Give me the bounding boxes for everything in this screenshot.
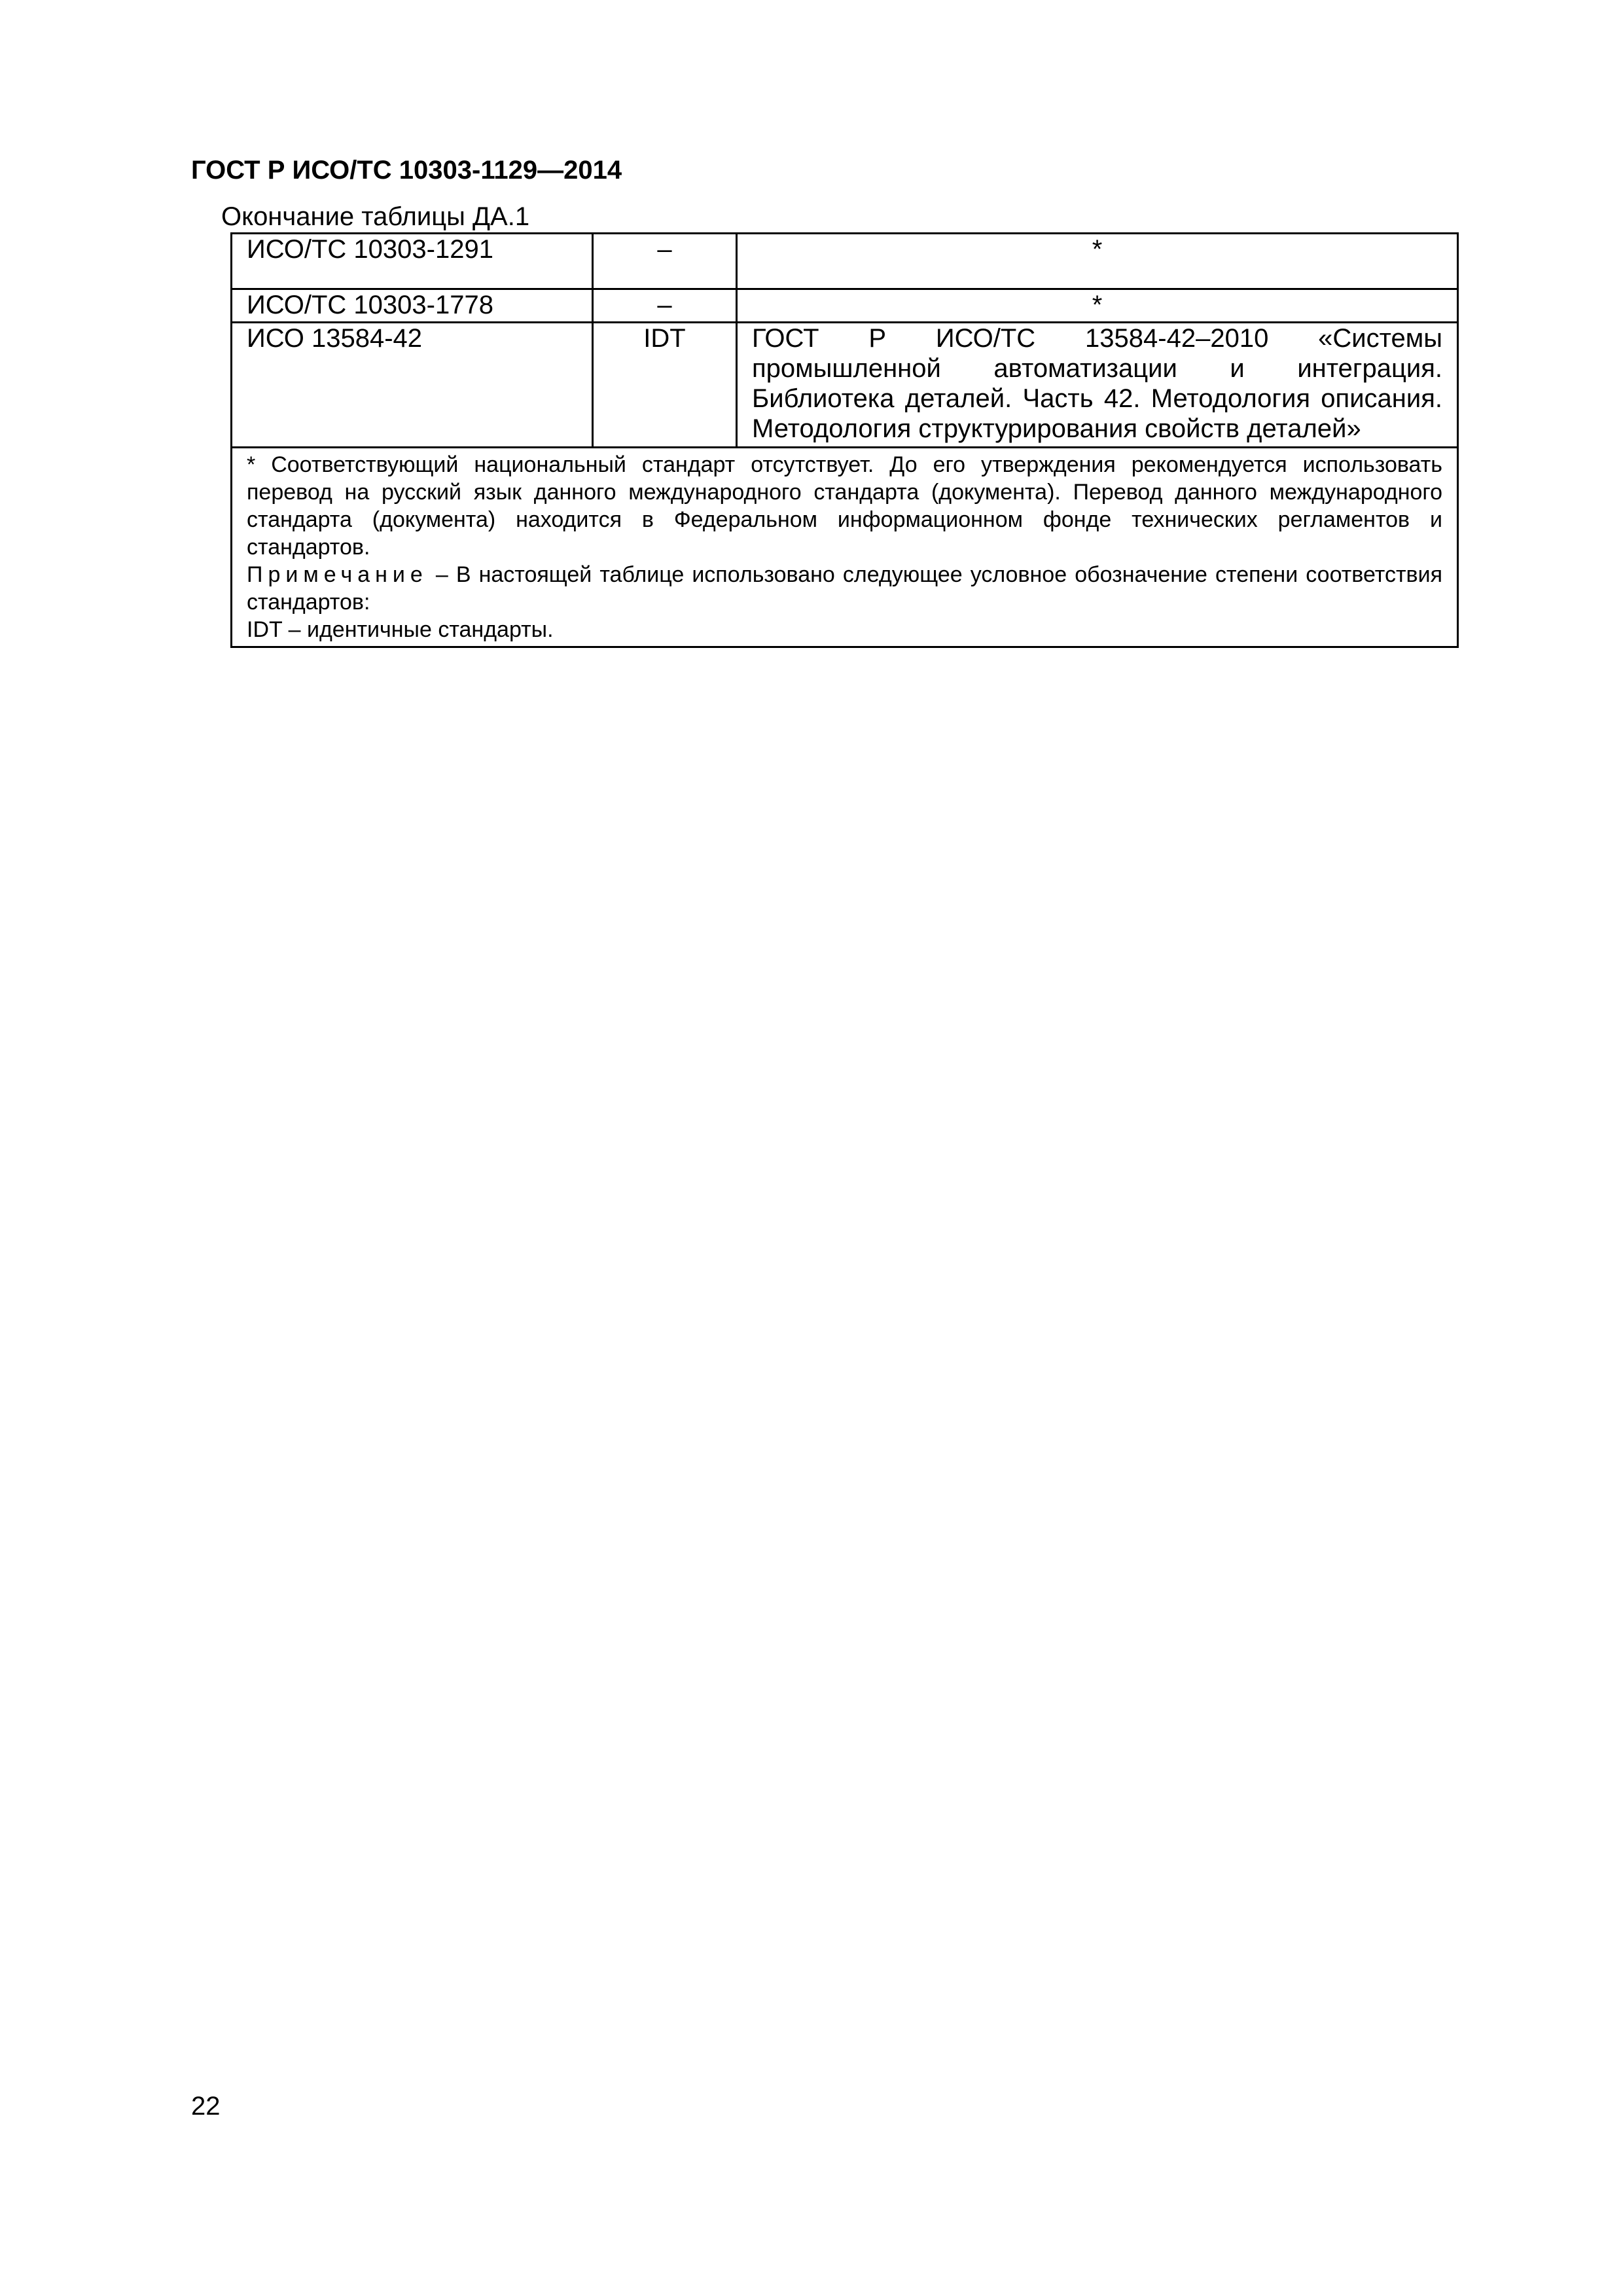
reference-standard-cell: ИСО/ТС 10303-1778 — [232, 289, 593, 323]
note-text: – В настоящей таблице использовано следующее условное обозначение степени соответствия стандартов: — [247, 562, 1442, 615]
reference-standard-cell: ИСО/ТС 10303-1291 — [232, 234, 593, 289]
page-number: 22 — [191, 2092, 221, 2121]
national-standard-cell: ГОСТ Р ИСО/ТС 13584-42–2010 «Системы промышленной автоматизации и интеграция. Библиотека деталей. Часть 42. Методология описания. Методология структурирования свойств деталей» — [737, 323, 1458, 448]
conformity-degree-cell: – — [593, 234, 737, 289]
note-label: Примечание — [247, 562, 428, 587]
degree-legend: IDT – идентичные стандарты. — [247, 617, 554, 642]
table-row — [232, 289, 1458, 323]
conformity-degree-cell: – — [593, 289, 737, 323]
table-note — [247, 561, 1442, 616]
asterisk-footnote: * Соответствующий национальный стандарт отсутствует. До его утверждения рекомендуется использовать перевод на русский язык данного международного стандарта (документа). Перевод данного международного стандарта (документа) находится в Федеральном информационном фонде технических регламентов и стандартов. — [247, 452, 1442, 560]
table-row — [232, 234, 1458, 289]
table-caption: Окончание таблицы ДА.1 — [221, 202, 530, 231]
table-footnote-cell — [232, 448, 1458, 647]
document-designation: ГОСТ Р ИСО/ТС 10303-1129—2014 — [191, 156, 622, 185]
national-standard-cell: * — [737, 289, 1458, 323]
national-standard-cell: * — [737, 234, 1458, 289]
conformity-degree-cell: IDT — [593, 323, 737, 448]
conformity-table — [230, 232, 1459, 648]
reference-standard-cell: ИСО 13584-42 — [232, 323, 593, 448]
table-row — [232, 323, 1458, 448]
table-footnote-row — [232, 448, 1458, 647]
